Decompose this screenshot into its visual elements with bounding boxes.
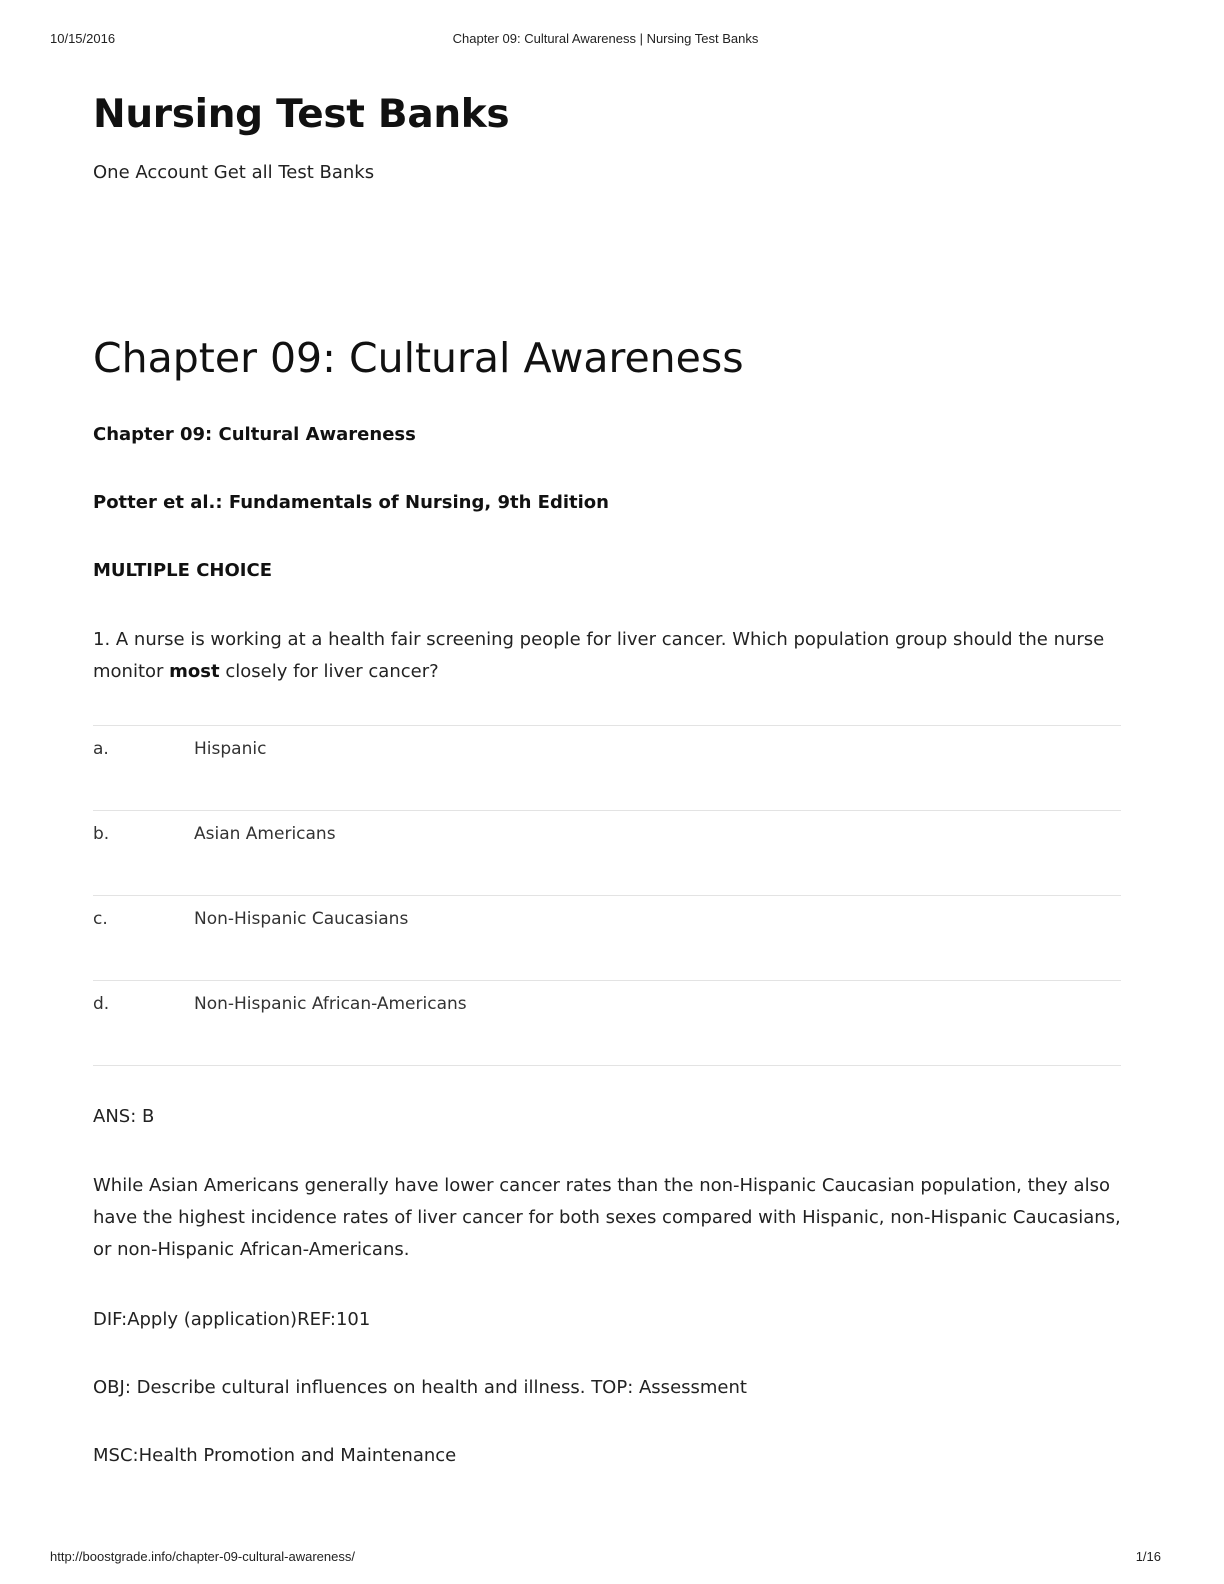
article-title: Chapter 09: Cultural Awareness [93, 334, 744, 382]
choices-table [93, 725, 1121, 1066]
answer-key: ANS: B [93, 1106, 155, 1127]
choice-letter: d. [93, 994, 110, 1014]
choice-letter: a. [93, 739, 109, 759]
question-emphasis: most [169, 661, 220, 682]
book-citation: Potter et al.: Fundamentals of Nursing, 9th Edition [93, 492, 609, 513]
question-suffix: closely for liver cancer? [219, 661, 439, 682]
choice-letter: c. [93, 909, 108, 929]
objective-topic: OBJ: Describe cultural influences on health and illness. TOP: Assessment [93, 1377, 747, 1398]
site-title-link[interactable]: Nursing Test Banks [93, 92, 510, 137]
choice-row-b [93, 811, 1121, 896]
choice-text: Non-Hispanic African-Americans [194, 994, 467, 1014]
print-page-number: 1/16 [1135, 1549, 1161, 1564]
print-page-title: Chapter 09: Cultural Awareness | Nursing Test Banks [452, 31, 759, 46]
choice-letter: b. [93, 824, 110, 844]
section-heading: MULTIPLE CHOICE [93, 560, 272, 581]
msc-category: MSC:Health Promotion and Maintenance [93, 1445, 457, 1466]
choice-row-d [93, 981, 1121, 1066]
rationale-text: While Asian Americans generally have lower cancer rates than the non-Hispanic Caucasian population, they also have the highest incidence rates of liver cancer for both sexes compared with Hispanic, non-Hispanic Caucasians, or non-Hispanic African-Americans. [93, 1175, 1121, 1260]
difficulty-ref: DIF:Apply (application)REF:101 [93, 1309, 371, 1330]
choice-text: Hispanic [194, 739, 267, 759]
choice-text: Non-Hispanic Caucasians [194, 909, 409, 929]
print-url: http://boostgrade.info/chapter-09-cultural-awareness/ [50, 1549, 355, 1564]
chapter-label: Chapter 09: Cultural Awareness [93, 424, 416, 445]
print-date: 10/15/2016 [50, 31, 116, 46]
choice-text: Asian Americans [194, 824, 336, 844]
question-text [93, 624, 1121, 688]
choice-row-c [93, 896, 1121, 981]
choice-row-a [93, 726, 1121, 811]
question-prefix: 1. A nurse is working at a health fair screening people for liver cancer. Which population group should the nurse monitor [93, 629, 1105, 682]
site-tagline: One Account Get all Test Banks [93, 162, 375, 183]
